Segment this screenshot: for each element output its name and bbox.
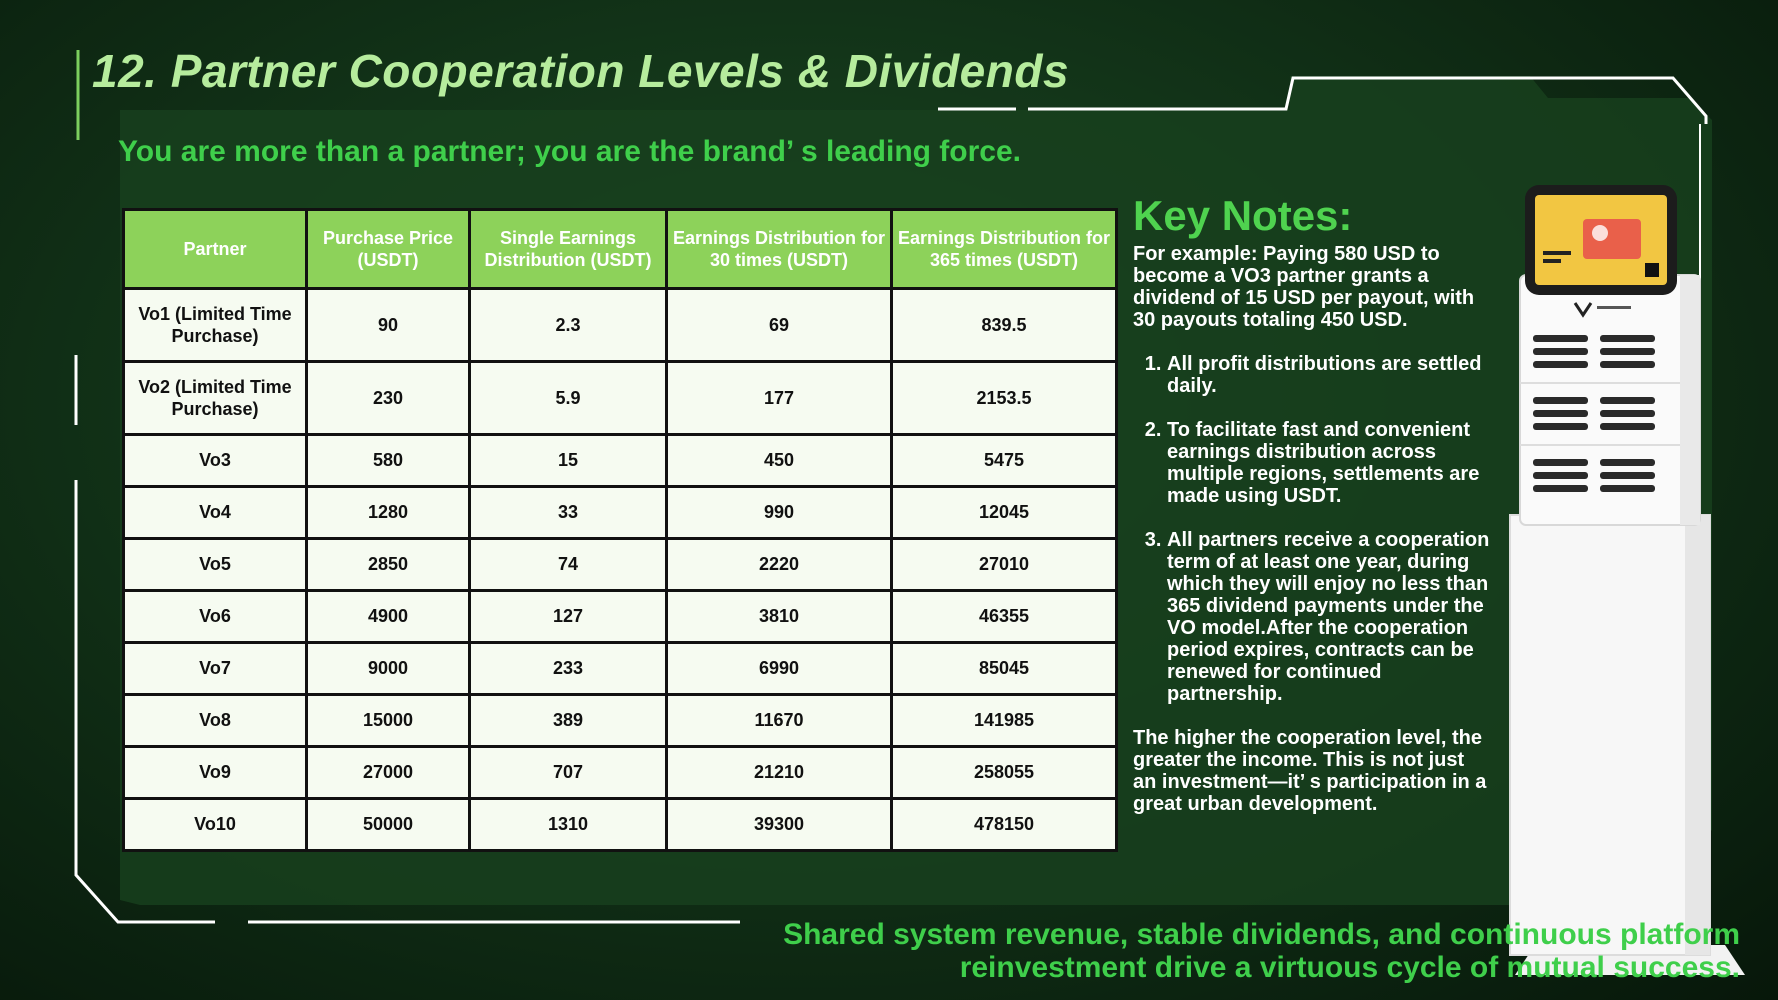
col-header-single-earnings: Single Earnings Distribution (USDT) <box>470 210 667 289</box>
page-title: 12. Partner Cooperation Levels & Dividends <box>92 45 1070 97</box>
key-notes-heading: Key Notes: <box>1133 192 1353 239</box>
cell-partner: Vo4 <box>124 487 307 539</box>
cell-partner: Vo7 <box>124 643 307 695</box>
cell-earnings-30: 990 <box>667 487 892 539</box>
cell-earnings-365: 258055 <box>892 747 1117 799</box>
table-row <box>124 362 1117 435</box>
cell-purchase-price: 580 <box>307 435 470 487</box>
page-subtitle: You are more than a partner; you are the brand’ s leading force. <box>118 135 1022 168</box>
cell-single-earnings: 127 <box>470 591 667 643</box>
cell-purchase-price: 1280 <box>307 487 470 539</box>
cell-single-earnings: 33 <box>470 487 667 539</box>
cell-purchase-price: 9000 <box>307 643 470 695</box>
cell-earnings-365: 141985 <box>892 695 1117 747</box>
cell-purchase-price: 90 <box>307 289 470 362</box>
cell-earnings-365: 85045 <box>892 643 1117 695</box>
cell-earnings-30: 69 <box>667 289 892 362</box>
col-header-partner: Partner <box>124 210 307 289</box>
key-notes-closing: The higher the cooperation level, the greater the income. This is not just an investment—it’ s participation in a great urban development. <box>1133 727 1487 815</box>
cell-single-earnings: 389 <box>470 695 667 747</box>
cell-partner: Vo5 <box>124 539 307 591</box>
cell-partner: Vo2 (Limited Time Purchase) <box>124 362 307 435</box>
cell-purchase-price: 50000 <box>307 799 470 851</box>
cell-earnings-365: 46355 <box>892 591 1117 643</box>
cell-single-earnings: 233 <box>470 643 667 695</box>
cell-purchase-price: 4900 <box>307 591 470 643</box>
cell-partner: Vo1 (Limited Time Purchase) <box>124 289 307 362</box>
table-row <box>124 695 1117 747</box>
cell-partner: Vo3 <box>124 435 307 487</box>
cell-single-earnings: 707 <box>470 747 667 799</box>
key-notes-list <box>1133 353 1493 705</box>
cell-purchase-price: 230 <box>307 362 470 435</box>
table-row <box>124 643 1117 695</box>
cell-earnings-365: 839.5 <box>892 289 1117 362</box>
key-note-item: 3. All partners receive a cooperation term of at least one year, during which they will enjoy no less than 365 dividend payments under the VO model.After the cooperation period expires, contracts can be renewed for continued partnership. <box>1167 529 1493 705</box>
footer-tagline <box>783 918 1740 984</box>
key-note-item: 1. All profit distributions are settled daily. <box>1167 353 1493 397</box>
cell-single-earnings: 15 <box>470 435 667 487</box>
table-row <box>124 799 1117 851</box>
cell-single-earnings: 5.9 <box>470 362 667 435</box>
cell-earnings-30: 39300 <box>667 799 892 851</box>
col-header-purchase-price: Purchase Price (USDT) <box>307 210 470 289</box>
cell-partner: Vo9 <box>124 747 307 799</box>
table-row <box>124 539 1117 591</box>
cell-earnings-365: 478150 <box>892 799 1117 851</box>
cell-earnings-365: 12045 <box>892 487 1117 539</box>
cell-purchase-price: 15000 <box>307 695 470 747</box>
cell-earnings-30: 450 <box>667 435 892 487</box>
cell-earnings-30: 11670 <box>667 695 892 747</box>
cell-earnings-365: 2153.5 <box>892 362 1117 435</box>
table-header-row <box>124 210 1117 289</box>
table-row <box>124 747 1117 799</box>
cell-single-earnings: 2.3 <box>470 289 667 362</box>
footer-line-2: reinvestment drive a virtuous cycle of mutual success. <box>959 951 1740 984</box>
table-row <box>124 289 1117 362</box>
table-row <box>124 435 1117 487</box>
cell-earnings-30: 3810 <box>667 591 892 643</box>
cell-single-earnings: 74 <box>470 539 667 591</box>
cell-single-earnings: 1310 <box>470 799 667 851</box>
cell-purchase-price: 27000 <box>307 747 470 799</box>
cell-earnings-30: 6990 <box>667 643 892 695</box>
table-row <box>124 487 1117 539</box>
footer-line-1: Shared system revenue, stable dividends, and continuous platform <box>783 918 1740 951</box>
table-row <box>124 591 1117 643</box>
cell-earnings-30: 21210 <box>667 747 892 799</box>
col-header-earnings-365: Earnings Distribution for 365 times (USDT) <box>892 210 1117 289</box>
cell-partner: Vo6 <box>124 591 307 643</box>
cell-partner: Vo8 <box>124 695 307 747</box>
cell-earnings-30: 177 <box>667 362 892 435</box>
cell-purchase-price: 2850 <box>307 539 470 591</box>
cell-earnings-365: 5475 <box>892 435 1117 487</box>
cell-partner: Vo10 <box>124 799 307 851</box>
key-note-item: 2. To facilitate fast and convenient earnings distribution across multiple regions, settlements are made using USDT. <box>1167 419 1493 507</box>
cell-earnings-30: 2220 <box>667 539 892 591</box>
col-header-earnings-30: Earnings Distribution for 30 times (USDT) <box>667 210 892 289</box>
key-notes-intro: For example: Paying 580 USD to become a VO3 partner grants a dividend of 15 USD per payout, with 30 payouts totaling 450 USD. <box>1133 243 1475 331</box>
partner-levels-table <box>122 208 1118 852</box>
key-notes-section <box>1133 193 1493 815</box>
cell-earnings-365: 27010 <box>892 539 1117 591</box>
charging-kiosk-image <box>1505 185 1745 975</box>
